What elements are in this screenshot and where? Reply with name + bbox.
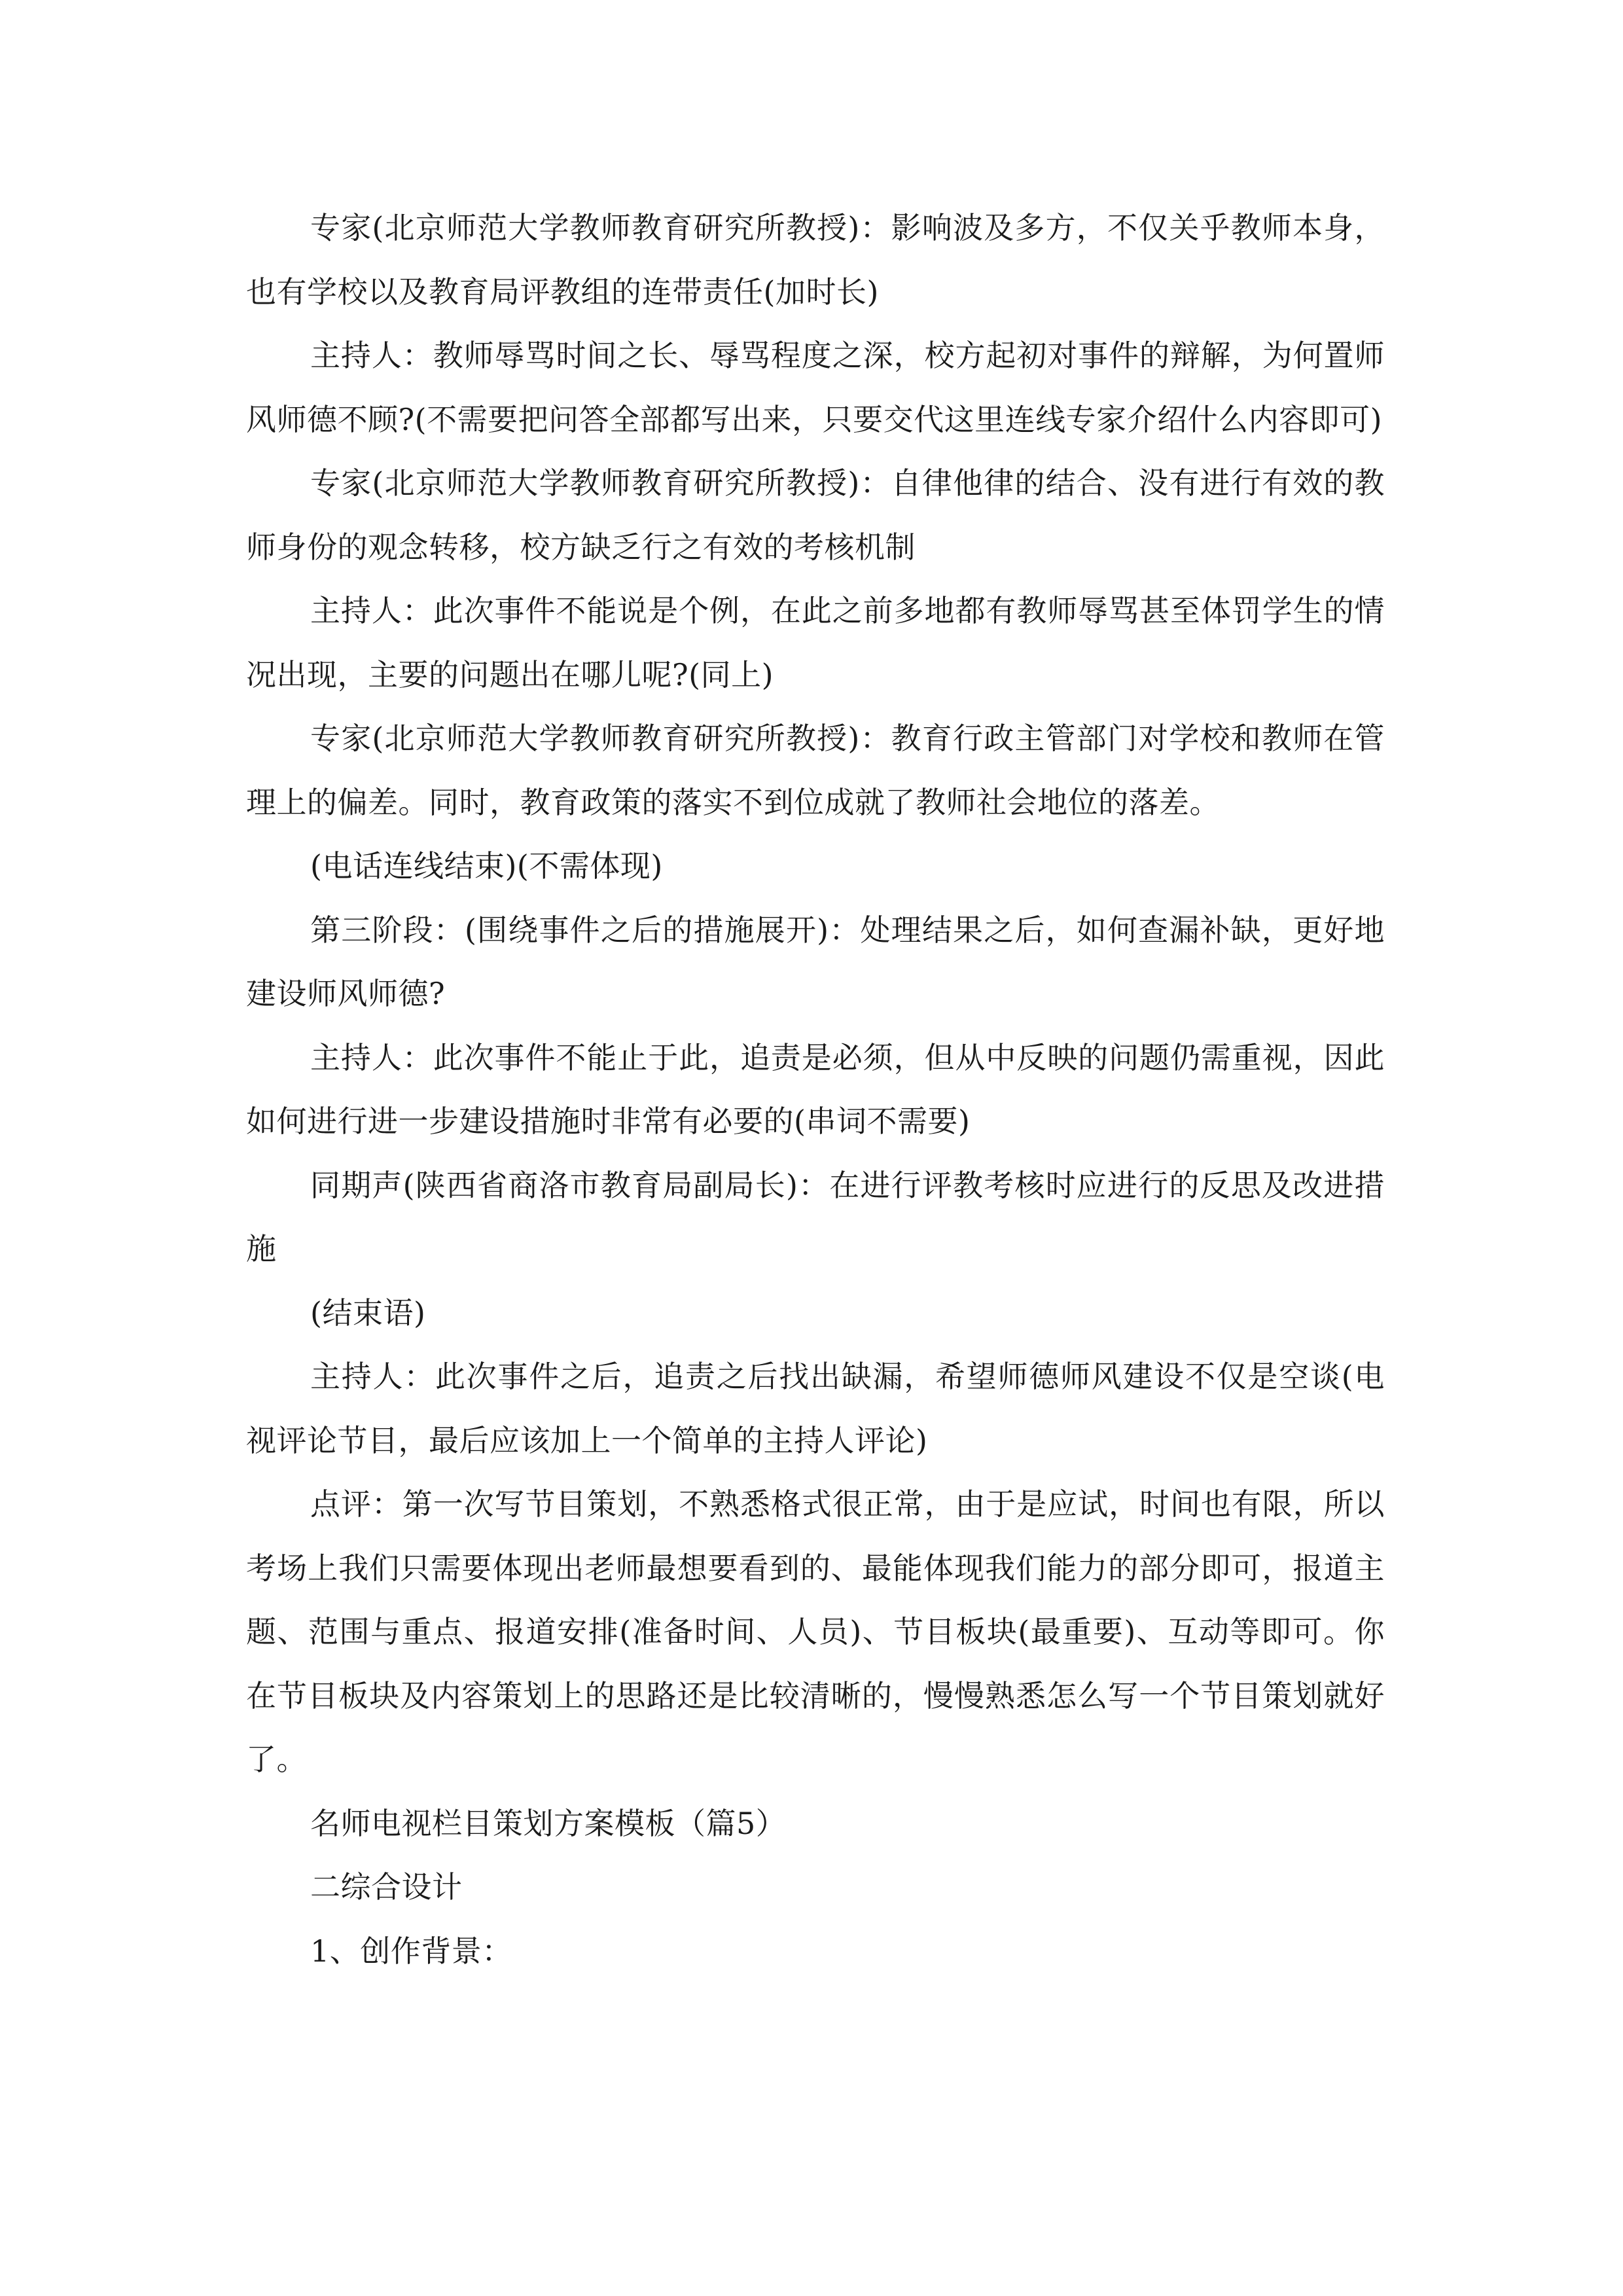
paragraph-expert-2: 专家(北京师范大学教师教育研究所教授)：自律他律的结合、没有进行有效的教师身份的观念转移，校方缺乏行之有效的考核机制 bbox=[246, 465, 1385, 565]
paragraph-call-end: (电话连线结束)(不需体现) bbox=[310, 848, 663, 884]
paragraph-sync-sound: 同期声(陕西省商洛市教育局副局长)：在进行评教考核时应进行的反思及改进措施 bbox=[246, 1167, 1385, 1266]
paragraph-expert-1: 专家(北京师范大学教师教育研究所教授)：影响波及多方，不仅关乎教师本身，也有学校以及教育局评教组的连带责任(加时长) bbox=[246, 210, 1385, 310]
paragraph-stage-three: 第三阶段：(围绕事件之后的措施展开)：处理结果之后，如何查漏补缺，更好地建设师风师德? bbox=[246, 912, 1385, 1011]
section-subtitle: 二综合设计 bbox=[310, 1869, 463, 1905]
paragraph-host-3: 主持人：此次事件不能止于此，追责是必须，但从中反映的问题仍需重视，因此如何进行进一步建设措施时非常有必要的(串词不需要) bbox=[246, 1039, 1385, 1139]
paragraph-review: 点评：第一次写节目策划，不熟悉格式很正常，由于是应试，时间也有限，所以考场上我们只需要体现出老师最想要看到的、最能体现我们能力的部分即可，报道主题、范围与重点、报道安排(准备时间、人员)、节目板块(最重要)、互动等即可。你在节目板块及内容策划上的思路还是比较清晰的，慢慢熟悉怎么写一个节目策划就好了。 bbox=[246, 1486, 1385, 1777]
paragraph-expert-3: 专家(北京师范大学教师教育研究所教授)：教育行政主管部门对学校和教师在管理上的偏差。同时，教育政策的落实不到位成就了教师社会地位的落差。 bbox=[246, 721, 1385, 820]
paragraph-host-4: 主持人：此次事件之后，追责之后找出缺漏，希望师德师风建设不仅是空谈(电视评论节目，最后应该加上一个简单的主持人评论) bbox=[246, 1359, 1385, 1458]
document-body bbox=[246, 196, 1385, 1983]
paragraph-closing: (结束语) bbox=[310, 1295, 426, 1331]
paragraph-host-2: 主持人：此次事件不能说是个例，在此之前多地都有教师辱骂甚至体罚学生的情况出现，主要的问题出在哪儿呢?(同上) bbox=[246, 593, 1385, 692]
section-title: 名师电视栏目策划方案模板（篇5） bbox=[310, 1805, 787, 1841]
paragraph-host-1: 主持人：教师辱骂时间之长、辱骂程度之深，校方起初对事件的辩解，为何置师风师德不顾?(不需要把问答全部都写出来，只要交代这里连线专家介绍什么内容即可) bbox=[246, 338, 1385, 437]
section-item: 1、创作背景： bbox=[310, 1933, 512, 1969]
